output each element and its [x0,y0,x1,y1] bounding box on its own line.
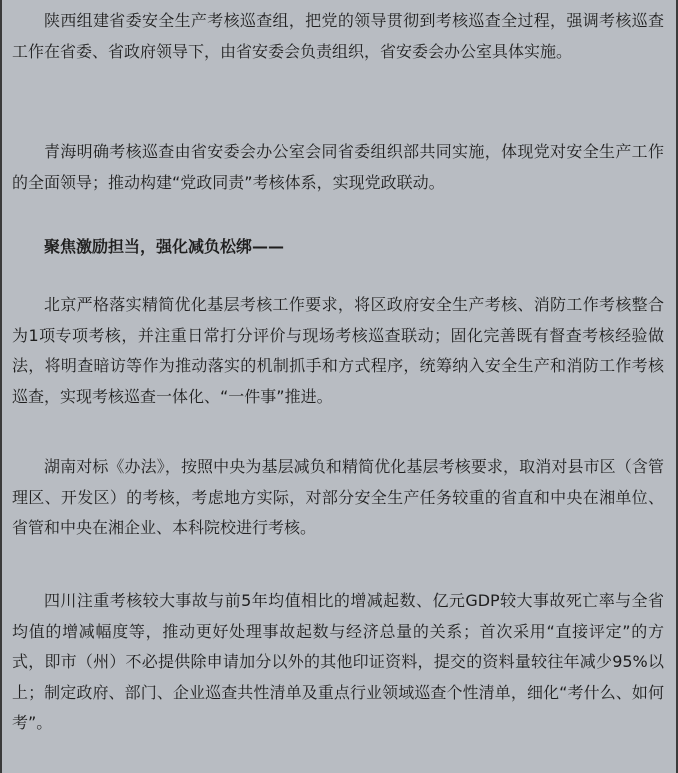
paragraph-shaanxi: 陕西组建省委安全生产考核巡查组，把党的领导贯彻到考核巡查全过程，强调考核巡查工作在省委、省政府领导下，由省安委会负责组织，省安委会办公室具体实施。 [12,11,664,61]
paragraph-beijing: 北京严格落实精简优化基层考核工作要求，将区政府安全生产考核、消防工作考核整合为1项专项考核，并注重日常打分评价与现场考核巡查联动；固化完善既有督查考核经验做法，将明查暗访等作为推动落实的机制抓手和方式程序，统筹纳入安全生产和消防工作考核巡查，实现考核巡查一体化、“一件事”推进。 [12,295,664,406]
paragraph-hunan: 湖南对标《办法》，按照中央为基层减负和精简优化基层考核要求，取消对县市区（含管理区、开发区）的考核，考虑地方实际，对部分安全生产任务较重的省直和中央在湘单位、省管和中央在湘企业、本科院校进行考核。 [12,457,664,537]
paragraph-qinghai: 青海明确考核巡查由省安委会办公室会同省委组织部共同实施，体现党对安全生产工作的全面领导；推动构建“党政同责”考核体系，实现党政联动。 [12,142,664,192]
section-heading: 聚焦激励担当，强化减负松绑—— [44,237,285,256]
paragraph-sichuan: 四川注重考核较大事故与前5年均值相比的增减起数、亿元GDP较大事故死亡率与全省均值的增减幅度等，推动更好处理事故起数与经济总量的关系；首次采用“直接评定”的方式，即市（州）不必提供除申请加分以外的其他印证资料，提交的资料量较往年减少95%以上；制定政府、部门、企业巡查共性清单及重点行业领域巡查个性清单，细化“考什么、如何考”。 [12,591,664,732]
